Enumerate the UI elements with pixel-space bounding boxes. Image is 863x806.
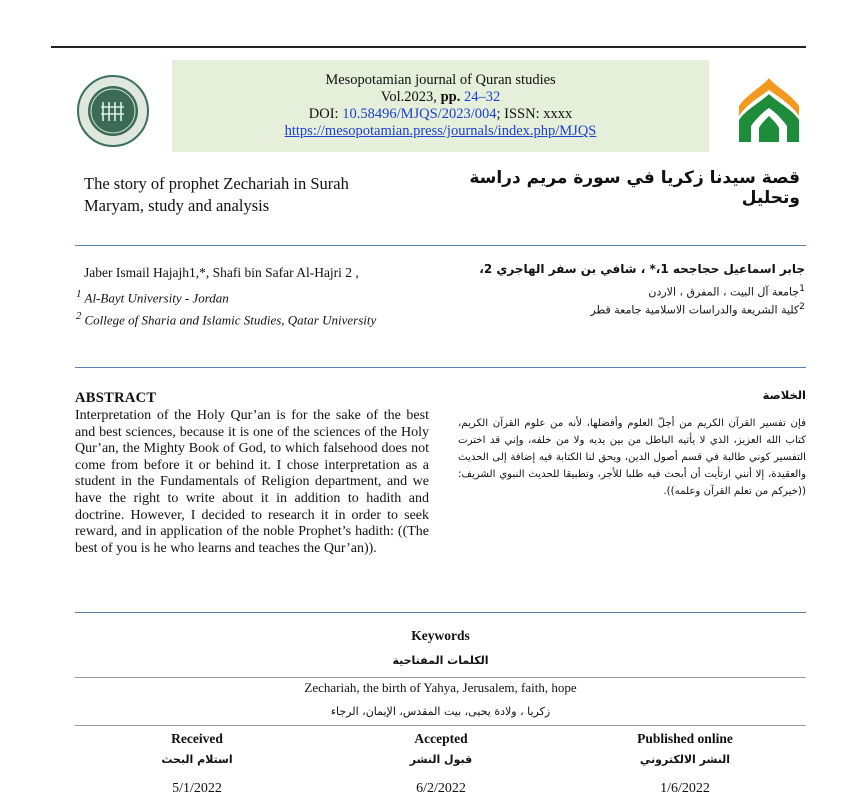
- date-value: 5/1/2022: [172, 781, 222, 796]
- date-label: Accepted: [414, 731, 468, 746]
- top-rule: [51, 46, 806, 48]
- volume-text: Vol.2023,: [380, 89, 441, 105]
- keywords-english: Zechariah, the birth of Yahya, Jerusalem, faith, hope: [304, 680, 577, 695]
- affiliation-number: 2: [76, 310, 82, 322]
- keywords-heading-arabic: الكلمات المفتاحية: [392, 654, 489, 667]
- abstract-body-arabic: فإن تفسير القرآن الكريم من أجلّ العلوم وأفضلها، لأنه من علوم القرآن الكريم، كتاب الله العزيز، الذي لا يأتيه الباطل من بين يديه ولا من خلفه، وإني قد اخترت التفسير كوني طالبة في قسم أصول الدين، ويحق لنا الكتابة فيه إضافة إلى الحديث والعقيدة، إلا أنني ارتأيت أن أبحث فيه طلبا للأجر، وتطبيقا للحديث النبوي الشريف: ((خيركم من تعلم القرآن وعلمه)).: [458, 418, 806, 497]
- affiliation-number: 2: [799, 301, 805, 312]
- authors-divider: [75, 367, 806, 368]
- doi-link[interactable]: 10.58496/MJQS/2023/004: [342, 106, 497, 122]
- date-received: [97, 731, 297, 797]
- date-label-arabic: استلام البحث: [161, 753, 233, 766]
- date-label-arabic: قبول النشر: [409, 753, 473, 766]
- pages-range: 24–32: [460, 89, 501, 105]
- publisher-seal-logo: [76, 74, 150, 148]
- abstract-heading: ABSTRACT: [75, 390, 157, 406]
- doi-line: [172, 106, 709, 123]
- journal-url-link[interactable]: https://mesopotamian.press/journals/index.php/MJQS: [284, 123, 597, 139]
- affiliation-text: Al-Bayt University - Jordan: [84, 290, 229, 306]
- date-value: 1/6/2022: [660, 781, 710, 796]
- doi-label: DOI:: [308, 106, 343, 122]
- issn-text: ; ISSN: xxxx: [496, 106, 573, 122]
- authors-english: Jaber Ismail Hajajh1,*, Shafi bin Safar Al-Hajri 2 ,: [84, 265, 359, 280]
- affiliation-text: جامعة آل البيت ، المفرق ، الاردن: [648, 285, 800, 299]
- date-published-online: [585, 731, 785, 797]
- date-accepted: [341, 731, 541, 797]
- keywords-heading: Keywords: [411, 628, 470, 643]
- abstract-divider: [75, 612, 806, 613]
- affiliation-2-arabic: [475, 301, 805, 317]
- affiliation-number: 1: [799, 283, 805, 294]
- pages-label: pp.: [440, 89, 461, 105]
- date-value: 6/2/2022: [416, 781, 466, 796]
- keywords-divider: [75, 677, 806, 678]
- affiliation-text: كلية الشريعة والدراسات الاسلامية جامعة قطر: [590, 303, 800, 317]
- volume-line: [172, 89, 709, 106]
- affiliation-2-english: [76, 310, 376, 328]
- journal-dome-logo: [733, 76, 805, 144]
- affiliation-number: 1: [76, 288, 82, 300]
- authors-arabic: جابر اسماعيل حجاجحه 1،* ، شافي بن سفر الهاجري 2،: [479, 262, 805, 276]
- date-label-arabic: النشر الالكتروني: [639, 753, 731, 766]
- affiliation-1-english: [76, 288, 229, 306]
- journal-header: [172, 60, 709, 152]
- title-divider: [75, 245, 806, 246]
- abstract-body: Interpretation of the Holy Qur’an is for the sake of the best and best sciences, because it is one of the sciences of the Holy Qur’an, the Mighty Book of God, to which falsehood does not come from before it or behind it. I chose interpretation as a student in the Fundamentals of Religion department, and we have the right to write about it in addition to hadith and doctrine. However, I decided to research it in order to seek reward, and in application of the noble Prophet’s hadith: ((The best of you is he who learns and teaches the Qur’an)).: [75, 408, 429, 556]
- date-label: Received: [171, 731, 223, 746]
- journal-name: Mesopotamian journal of Quran studies: [325, 72, 556, 88]
- affiliation-1-arabic: [475, 283, 805, 299]
- title-english: The story of prophet Zechariah in Surah Maryam, study and analysis: [84, 174, 349, 215]
- affiliation-text: College of Sharia and Islamic Studies, Qatar University: [84, 312, 377, 328]
- abstract-heading-arabic: الخلاصة: [762, 388, 806, 402]
- dates-divider: [75, 725, 806, 726]
- title-arabic: قصة سيدنا زكريا في سورة مريم دراسة وتحليل: [469, 168, 800, 208]
- date-label: Published online: [637, 731, 733, 746]
- keywords-arabic: زكريا ، ولادة يحيى، بيت المقدس، الإيمان، الرجاء: [330, 705, 551, 718]
